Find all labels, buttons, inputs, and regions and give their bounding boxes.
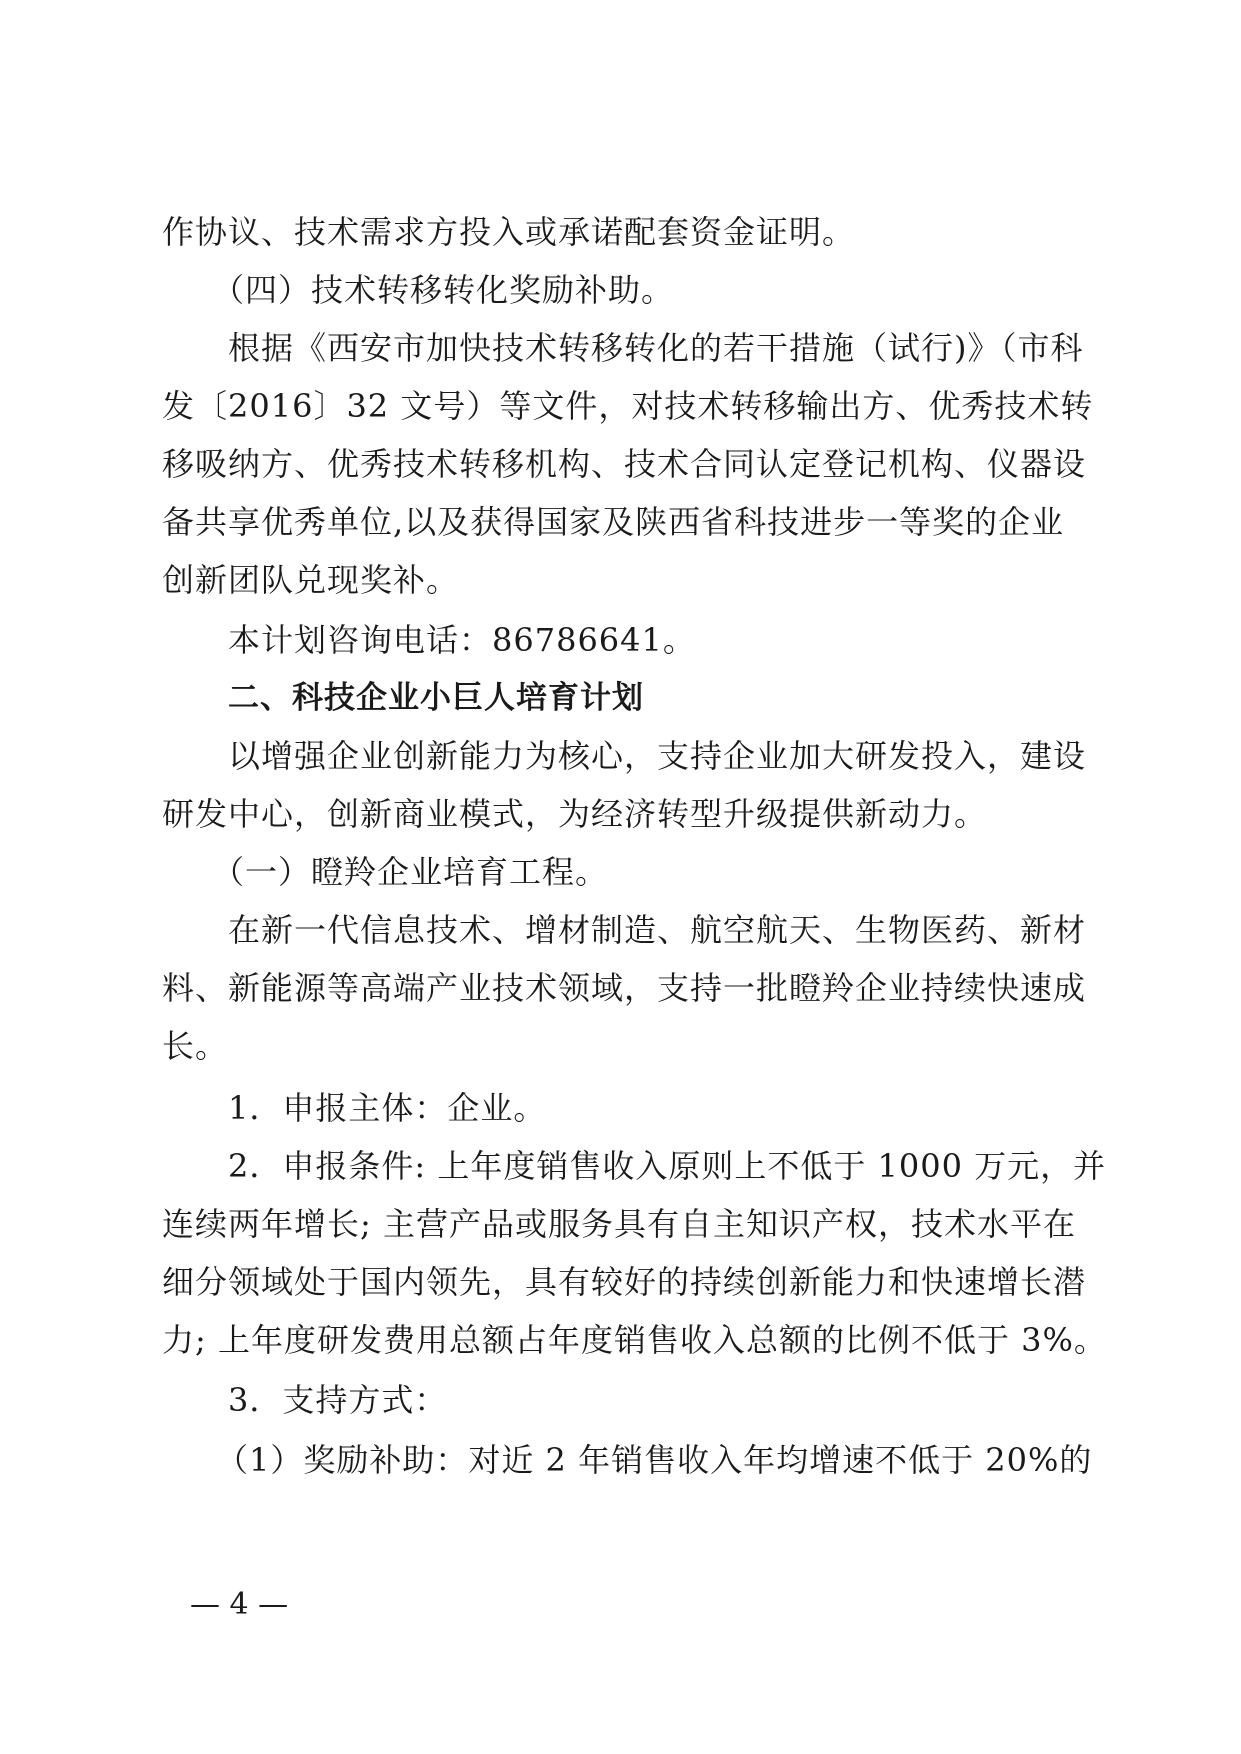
text-line: 在新一代信息技术、增材制造、航空航天、生物医药、新材	[228, 911, 1087, 949]
text-line: 研发中心，创新商业模式，为经济转型升级提供新动力。	[162, 795, 988, 833]
text-line: 长。	[162, 1027, 229, 1065]
page-number: — 4 —	[190, 1587, 289, 1622]
text-line: 连续两年增长; 主营产品或服务具有自主知识产权，技术水平在	[162, 1205, 1076, 1243]
text-line: 创新团队兑现奖补。	[162, 561, 460, 599]
section-heading: 二、科技企业小巨人培育计划	[228, 680, 644, 716]
list-item: 1．申报主体：企业。	[228, 1089, 547, 1127]
list-item: 2．申报条件: 上年度销售收入原则上不低于 1000 万元，并	[228, 1147, 1107, 1185]
text-line: 根据《西安市加快技术转移转化的若干措施（试行)》（市科	[228, 329, 1084, 367]
section-subheading: （一）瞪羚企业培育工程。	[212, 853, 609, 891]
section-subheading: （四）技术转移转化奖励补助。	[212, 271, 675, 309]
contact-phone-line: 本计划咨询电话：86786641。	[228, 621, 696, 659]
text-line: 力; 上年度研发费用总额占年度销售收入总额的比例不低于 3%。	[162, 1321, 1107, 1359]
list-item: （1）奖励补助：对近 2 年销售收入年均增速不低于 20%的	[216, 1441, 1093, 1479]
text-line: 作协议、技术需求方投入或承诺配套资金证明。	[162, 213, 856, 251]
text-line: 移吸纳方、优秀技术转移机构、技术合同认定登记机构、仪器设	[162, 445, 1087, 483]
list-item: 3．支持方式：	[228, 1381, 448, 1419]
text-line: 备共享优秀单位,以及获得国家及陕西省科技进步一等奖的企业	[162, 503, 1065, 541]
text-line: 细分领域处于国内领先，具有较好的持续创新能力和快速增长潜	[162, 1263, 1087, 1301]
text-line: 料、新能源等高端产业技术领域，支持一批瞪羚企业持续快速成	[162, 969, 1087, 1007]
text-line: 以增强企业创新能力为核心，支持企业加大研发投入，建设	[228, 737, 1087, 775]
text-line: 发〔2016〕32 文号）等文件，对技术转移输出方、优秀技术转	[162, 387, 1094, 425]
